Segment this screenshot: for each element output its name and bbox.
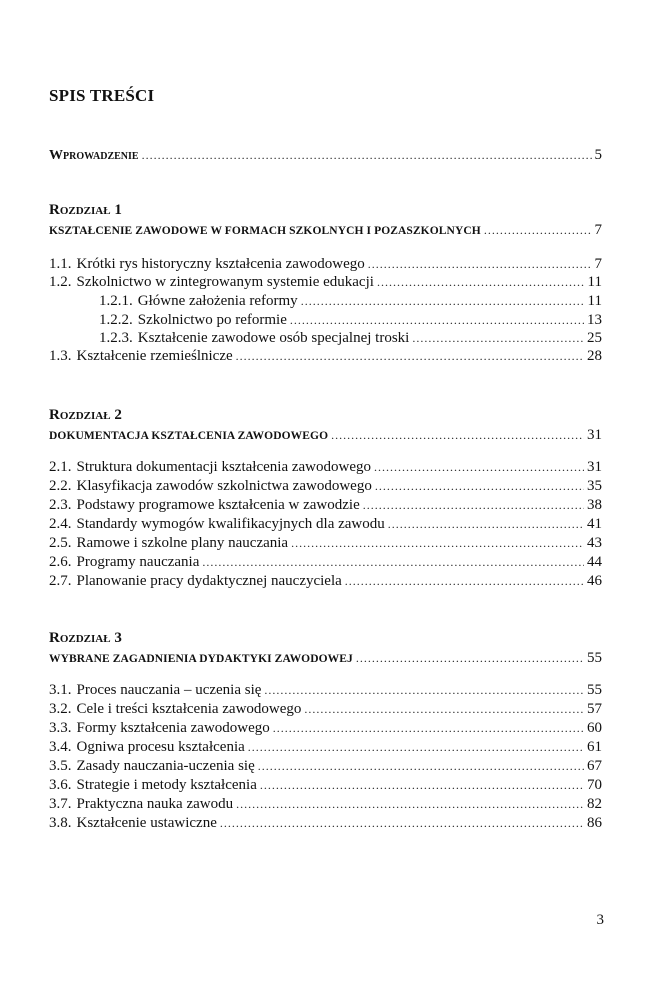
dot-leader [236, 347, 584, 365]
entry-number: 1.1. [49, 256, 72, 272]
entry-title: Ogniwa procesu kształcenia [76, 739, 245, 755]
entry-number: 2.4. [49, 516, 72, 532]
toc-entry [49, 572, 602, 590]
page-ref: 55 [587, 650, 602, 666]
page-ref: 35 [587, 478, 602, 494]
toc-entry [49, 814, 602, 832]
entry-number: 3.3. [49, 720, 72, 736]
dot-leader [345, 572, 584, 590]
entry-title: Zasady nauczania-uczenia się [76, 758, 255, 774]
chapter-label: Rozdział 1 [49, 202, 122, 218]
page-ref: 70 [587, 777, 602, 793]
page-number: 3 [596, 912, 604, 928]
toc-entry [49, 757, 602, 775]
dot-leader [484, 221, 592, 239]
dot-leader [377, 273, 585, 291]
dot-leader [368, 255, 592, 273]
entry-number: 1.2.3. [99, 330, 133, 346]
dot-leader [356, 649, 584, 667]
toc-subentry [99, 329, 602, 347]
toc-entry [49, 795, 602, 813]
entry-number: 1.2.2. [99, 312, 133, 328]
chapter-title: WYBRANE ZAGADNIENIA DYDAKTYKI ZAWODOWEJ [49, 653, 353, 665]
entry-number: 1.2. [49, 274, 72, 290]
chapter-label: Rozdział 2 [49, 407, 122, 423]
entry-title: Kształcenie rzemieślnicze [76, 348, 233, 364]
toc-entry [49, 347, 602, 365]
toc-entry [49, 255, 602, 273]
toc-title: SPIS TREŚCI [49, 86, 155, 105]
page-ref: 55 [587, 682, 602, 698]
entry-title: Podstawy programowe kształcenia w zawodzie [76, 497, 360, 513]
entry-number: 3.2. [49, 701, 72, 717]
entry-title: Proces nauczania – uczenia się [76, 682, 262, 698]
entry-title: Ramowe i szkolne plany nauczania [76, 535, 289, 551]
entry-number: 3.1. [49, 682, 72, 698]
dot-leader [388, 515, 584, 533]
entry-title: Praktyczna nauka zawodu [76, 796, 234, 812]
dot-leader [202, 553, 584, 571]
dot-leader [331, 426, 584, 444]
toc-entry [49, 496, 602, 514]
page-ref: 44 [587, 554, 602, 570]
entry-number: 3.8. [49, 815, 72, 831]
dot-leader [248, 738, 584, 756]
dot-leader [374, 458, 584, 476]
entry-title: Główne założenia reformy [137, 293, 298, 309]
entry-title: Struktura dokumentacji kształcenia zawodowego [76, 459, 371, 475]
entry-title: Planowanie pracy dydaktycznej nauczyciela [76, 573, 342, 589]
page-ref: 60 [587, 720, 602, 736]
page-ref: 67 [587, 758, 602, 774]
page-ref: 61 [587, 739, 602, 755]
entry-title: Szkolnictwo po reformie [137, 312, 287, 328]
page-ref: 11 [587, 274, 602, 290]
entry-title: Standardy wymogów kwalifikacyjnych dla zawodu [76, 516, 385, 532]
dot-leader [273, 719, 584, 737]
page-ref: 5 [594, 147, 602, 163]
page-ref: 82 [587, 796, 602, 812]
chapter-title-row [49, 426, 602, 445]
entry-number: 1.3. [49, 348, 72, 364]
toc-entry [49, 719, 602, 737]
page-ref: 46 [587, 573, 602, 589]
dot-leader [290, 311, 584, 329]
page-ref: 43 [587, 535, 602, 551]
page-ref: 7 [594, 222, 602, 238]
toc-entry [49, 534, 602, 552]
page-ref: 31 [587, 459, 602, 475]
entry-number: 2.3. [49, 497, 72, 513]
dot-leader [412, 329, 584, 347]
toc-entry [49, 458, 602, 476]
dot-leader [375, 477, 584, 495]
page-ref: 41 [587, 516, 602, 532]
toc-entry [49, 477, 602, 495]
entry-title: Kształcenie zawodowe osób specjalnej troski [137, 330, 410, 346]
chapter-title-row [49, 649, 602, 668]
entry-number: 3.5. [49, 758, 72, 774]
entry-number: 2.5. [49, 535, 72, 551]
dot-leader [220, 814, 584, 832]
dot-leader [363, 496, 584, 514]
chapter-title-row [49, 221, 602, 240]
dot-leader [264, 681, 584, 699]
entry-number: 3.4. [49, 739, 72, 755]
entry-title: Strategie i metody kształcenia [76, 777, 257, 793]
entry-number: 1.2.1. [99, 293, 133, 309]
page-ref: 7 [594, 256, 602, 272]
entry-number: 2.7. [49, 573, 72, 589]
chapter-title: KSZTAŁCENIE ZAWODOWE W FORMACH SZKOLNYCH I POZASZKOLNYCH [49, 225, 481, 237]
toc-entry [49, 700, 602, 718]
page-ref: 25 [587, 330, 602, 346]
toc-entry [49, 681, 602, 699]
entry-title: Programy nauczania [76, 554, 200, 570]
toc-entry [49, 738, 602, 756]
entry-title: Krótki rys historyczny kształcenia zawodowego [76, 256, 365, 272]
dot-leader [304, 700, 584, 718]
entry-number: 2.6. [49, 554, 72, 570]
entry-title: Cele i treści kształcenia zawodowego [76, 701, 302, 717]
toc-entry [49, 515, 602, 533]
toc-subentry [99, 292, 602, 310]
page-ref: 31 [587, 427, 602, 443]
dot-leader [301, 292, 585, 310]
page-ref: 11 [587, 293, 602, 309]
entry-number: 3.6. [49, 777, 72, 793]
toc-entry [49, 553, 602, 571]
entry-number: 2.2. [49, 478, 72, 494]
page-ref: 86 [587, 815, 602, 831]
toc-entry [49, 273, 602, 291]
chapter-label: Rozdział 3 [49, 630, 122, 646]
entry-number: 2.1. [49, 459, 72, 475]
chapter-title: DOKUMENTACJA KSZTAŁCENIA ZAWODOWEGO [49, 430, 329, 442]
entry-number: 3.7. [49, 796, 72, 812]
toc-subentry [99, 311, 602, 329]
intro-label: Wprowadzenie [49, 148, 139, 163]
page-ref: 38 [587, 497, 602, 513]
entry-title: Kształcenie ustawiczne [76, 815, 217, 831]
page-ref: 57 [587, 701, 602, 717]
entry-title: Formy kształcenia zawodowego [76, 720, 270, 736]
toc-entry [49, 776, 602, 794]
entry-title: Szkolnictwo w zintegrowanym systemie edukacji [76, 274, 374, 290]
dot-leader [236, 795, 584, 813]
dot-leader [258, 757, 584, 775]
dot-leader [142, 146, 592, 164]
dot-leader [291, 534, 584, 552]
page-ref: 13 [587, 312, 602, 328]
page-ref: 28 [587, 348, 602, 364]
entry-title: Klasyfikacja zawodów szkolnictwa zawodowego [76, 478, 372, 494]
toc-entry-intro [49, 146, 602, 165]
dot-leader [260, 776, 584, 794]
